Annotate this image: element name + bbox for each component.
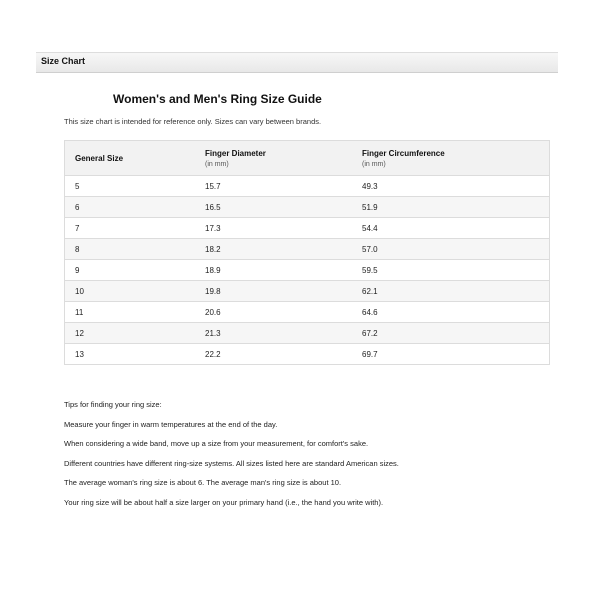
cell-general-size: 8 xyxy=(65,239,196,260)
column-header-finger-diameter xyxy=(195,141,352,176)
cell-general-size: 9 xyxy=(65,260,196,281)
tip-item: When considering a wide band, move up a size from your measurement, for comfort's sake. xyxy=(64,439,369,448)
cell-general-size: 13 xyxy=(65,344,196,365)
cell-finger-diameter: 15.7 xyxy=(195,176,352,197)
cell-finger-circumference: 51.9 xyxy=(352,197,550,218)
ring-size-tips xyxy=(64,399,399,516)
cell-finger-circumference: 64.6 xyxy=(352,302,550,323)
table-row xyxy=(65,218,550,239)
table-row xyxy=(65,344,550,365)
ring-size-table xyxy=(64,140,550,365)
table-row xyxy=(65,239,550,260)
cell-general-size: 10 xyxy=(65,281,196,302)
cell-finger-circumference: 57.0 xyxy=(352,239,550,260)
column-header-finger-circumference xyxy=(352,141,550,176)
cell-general-size: 7 xyxy=(65,218,196,239)
tip-item: Measure your finger in warm temperatures at the end of the day. xyxy=(64,419,278,429)
cell-finger-diameter: 21.3 xyxy=(195,323,352,344)
column-header-general-size xyxy=(65,141,196,176)
cell-finger-circumference: 49.3 xyxy=(352,176,550,197)
cell-finger-diameter: 16.5 xyxy=(195,197,352,218)
column-header-label: Finger Diameter xyxy=(205,148,266,158)
cell-general-size: 11 xyxy=(65,302,196,323)
cell-finger-circumference: 62.1 xyxy=(352,281,550,302)
cell-finger-circumference: 54.4 xyxy=(352,218,550,239)
table-row xyxy=(65,302,550,323)
cell-general-size: 6 xyxy=(65,197,196,218)
tip-item: Different countries have different ring-size systems. All sizes listed here are standard American sizes. xyxy=(64,458,399,468)
size-chart-header xyxy=(36,52,558,73)
guide-title: Women's and Men's Ring Size Guide xyxy=(113,92,322,106)
cell-finger-diameter: 22.2 xyxy=(195,344,352,365)
header-title: Size Chart xyxy=(41,56,86,66)
table-row xyxy=(65,197,550,218)
table-row xyxy=(65,176,550,197)
table-row xyxy=(65,323,550,344)
column-header-label: Finger Circumference xyxy=(362,148,445,158)
guide-intro: This size chart is intended for reference only. Sizes can vary between brands. xyxy=(64,117,322,126)
table-row xyxy=(65,260,550,281)
cell-general-size: 12 xyxy=(65,323,196,344)
cell-finger-diameter: 17.3 xyxy=(195,218,352,239)
cell-finger-diameter: 19.8 xyxy=(195,281,352,302)
tips-heading: Tips for finding your ring size: xyxy=(64,400,162,409)
column-header-unit: (in mm) xyxy=(205,160,229,168)
cell-general-size: 5 xyxy=(65,176,196,197)
table-header-row xyxy=(65,141,550,176)
cell-finger-circumference: 69.7 xyxy=(352,344,550,365)
tip-item: The average woman's ring size is about 6. The average man's ring size is about 10. xyxy=(64,478,342,487)
cell-finger-circumference: 59.5 xyxy=(352,260,550,281)
column-header-label: General Size xyxy=(75,153,124,163)
tip-item: Your ring size will be about half a size larger on your primary hand (i.e., the hand you write with). xyxy=(64,497,384,507)
cell-finger-circumference: 67.2 xyxy=(352,323,550,344)
cell-finger-diameter: 18.2 xyxy=(195,239,352,260)
column-header-unit: (in mm) xyxy=(362,160,386,168)
cell-finger-diameter: 20.6 xyxy=(195,302,352,323)
cell-finger-diameter: 18.9 xyxy=(195,260,352,281)
table-row xyxy=(65,281,550,302)
